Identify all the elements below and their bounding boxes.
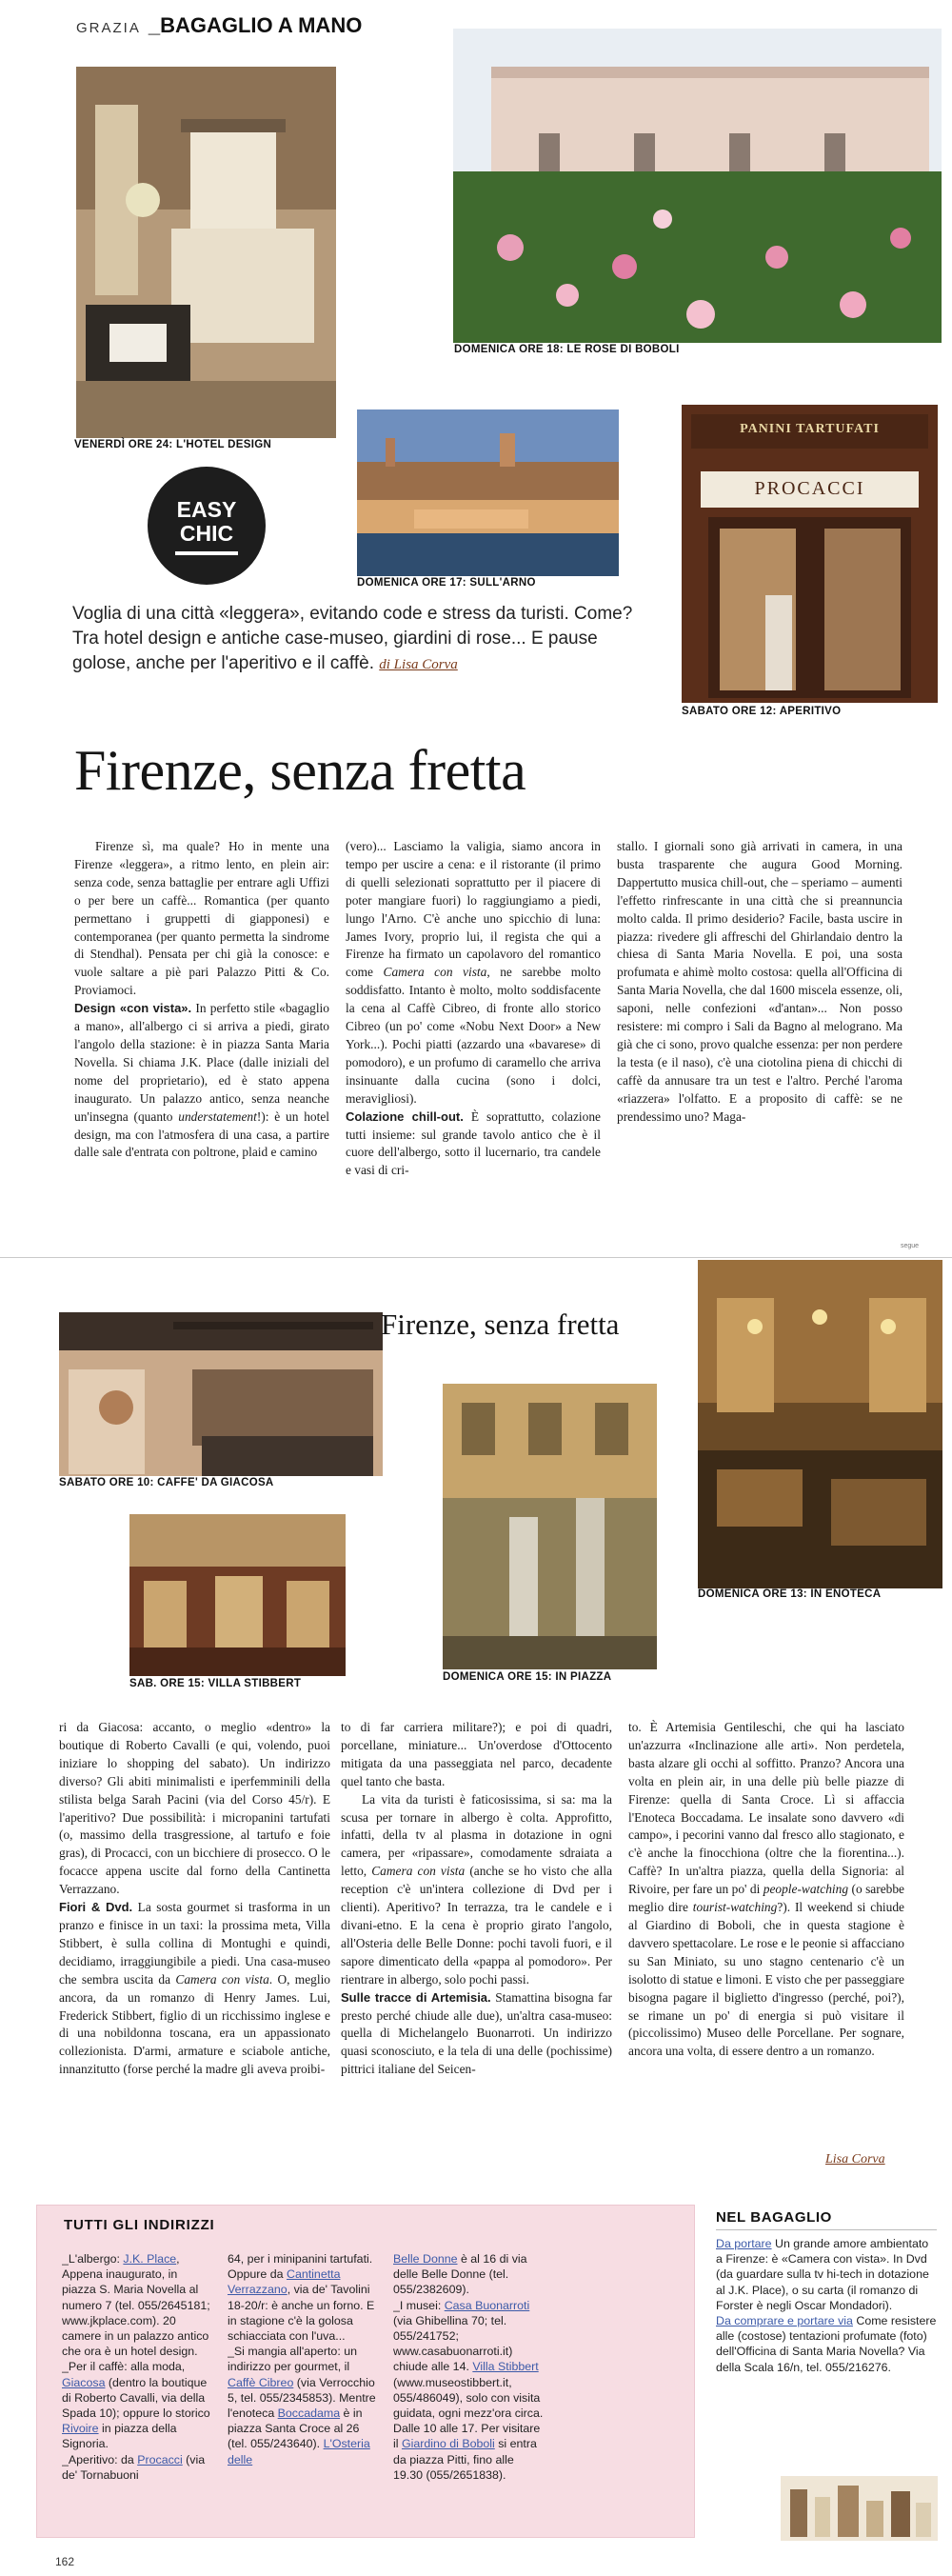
link-cantinetta[interactable]: Cantinetta Verrazzano (228, 2267, 341, 2297)
article2-col3 (628, 1719, 904, 2147)
badge-rule (175, 551, 238, 555)
article2-col2-p2: La vita da turisti è faticosissima, si sa: ma la scusa per tornare in albergo è colta. Approfitto, infatti, della tv al plasma in dotazione in ogni camera, per «ripassare», comodamente sdraiata a letto, Camera con vista (anche se ho visto che alla reception c'è un'intera collezione di Dvd per i clienti). Aperitivo? In terrazza, tra le candele e i divani-etno. E la cena è proprio girato l'angolo, all'Osteria delle Belle Donne: pochi tavoli fuori, e il sapore dimenticato della «pappa al pomodoro». Per rientrare in albergo, solo pochi passi. (341, 1791, 612, 1987)
link-boccadama[interactable]: Boccadama (277, 2406, 341, 2421)
photo-boboli-roses (453, 29, 942, 343)
standfirst (72, 602, 653, 677)
byline[interactable]: di Lisa Corva (379, 657, 458, 672)
link-caffe-cibreo[interactable]: Caffè Cibreo (228, 2375, 294, 2389)
page-separator (0, 1257, 952, 1258)
subhead-artemisia: Sulle tracce di Artemisia. (341, 1989, 491, 2005)
link-giacosa[interactable]: Giacosa (62, 2375, 106, 2389)
section-title: _BAGAGLIO A MANO (148, 13, 363, 37)
article2-col2 (341, 1719, 612, 2176)
subhead-design: Design «con vista». (74, 1001, 192, 1016)
link-da-portare[interactable]: Da portare (716, 2237, 772, 2250)
addresses-title: TUTTI GLI INDIRIZZI (64, 2217, 215, 2233)
link-jk-place[interactable]: J.K. Place (123, 2252, 177, 2266)
photo-procacci-caption: SABATO ORE 12: APERITIVO (682, 706, 842, 717)
article2-col1-p1: ri da Giacosa: accanto, o meglio «dentro» la boutique di Roberto Cavalli (e qui, volendo, puoi iniziare lo shopping del sabato). Un indirizzo diverso? Gli abiti minimalisti e iperfemminili della stilista belga Sarah Pacini (via del Corso 45/r). E l'aperitivo? Due possibilità: i micropanini tartufati (o, massimo della trasgressione, al tartufo e foie gras), di Procacci, con un bicchiere di prosecco. O le focacce appena uscite dal forno della Cantinetta Verrazzano. (59, 1720, 330, 1897)
photo-hotel-caption: VENERDÌ ORE 24: L'HOTEL DESIGN (74, 439, 272, 450)
link-belle-donne[interactable]: Belle Donne (393, 2252, 458, 2266)
badge-line-2: CHIC (179, 521, 234, 546)
badge-line-1: EASY (176, 497, 237, 522)
photo-arno-caption: DOMENICA ORE 17: SULL'ARNO (357, 577, 536, 589)
article-signature[interactable]: Lisa Corva (825, 2152, 885, 2167)
article2-col1-p2: Fiori & Dvd. La sosta gourmet si trasforma in un pranzo e finisce in un taxi: la prossima meta, Villa Stibbert, è sulla collina di Montughi e quindi, decidiamo, irraggiungibile a piedi. Una casa-museo che sembra uscita da Camera con vista. O, meglio ancora, da un romanzo di Henry James. Lui, Frederick Stibbert, figlio di un ricchissimo inglese e di una nobildonna toscana, era un appassionato collezionista. D'armi, armature e sciabole antiche, innanzitutto (forse perché la madre gli aveva proibi- (59, 1900, 330, 2077)
addresses-col-3: Belle Donne è al 16 di via delle Belle Donne (tel. 055/2382609). _I musei: Casa Buonarroti (via Ghibellina 70; tel. 055/241752; www.casabuonarroti.it) chiude alle 14. Villa Stibbert (www.museostibbert.it, 055/486049), solo con visita guidata, ogni mezz'ora circa. Dalle 10 alle 17. Per visitare il Giardino di Boboli si entra da piazza Pitti, fino alle 19.30 (055/2651838). (393, 2252, 544, 2482)
article1-col3-p1: stallo. I giornali sono già arrivati in camera, in una busta trasparente che augura Good Morning. Dappertutto musica chill-out, che – speriamo – aumenti l'effetto rinfrescante in una città che si preannuncia molto calda. Il primo desiderio? Facile, basta uscire in piazza: rivedere gli affreschi del Ghirlandaio dentro la chiesa di Santa Maria Novella. E poi, una sosta profumata e ahimè molto costosa: quella all'Officina di Santa Maria Novella, che dal 1600 miscela essenze, oli, saponi, nelle confezioni «d'antan»... Non posso resistere: mi compro i Sali da Bagno al melograno. Ma già che ci sono, provo qualche essenza: per non perdere la testa (e il naso), c'è una ciotolina piena di chicchi di caffè da annusare tra un test e l'altro. Perché l'aroma «riazzera» l'olfatto. E a proposito di caffè: se ne prendessimo uno? Maga- (617, 839, 902, 1124)
article2-col2-p3: Sulle tracce di Artemisia. Stamattina bisogna far presto perché chiude alle due), un'altra casa-museo: quella di Michelangelo Buonarroti. Un indirizzo quasi sconosciuto, e la tela di una delle (pochissime) pittrici italiane del Seicen- (341, 1989, 612, 2077)
link-rivoire[interactable]: Rivoire (62, 2422, 99, 2436)
photo-arno (357, 409, 619, 576)
headline: Firenze, senza fretta (74, 739, 526, 802)
link-giardino-boboli[interactable]: Giardino di Boboli (401, 2437, 495, 2451)
continue-mark: segue (901, 1243, 920, 1249)
photo-giacosa (59, 1312, 383, 1476)
photo-stibbert (129, 1514, 346, 1676)
article2-col2-p1: to di far carriera militare?); e poi di quadri, porcellane, miniature... Un'overdose d'Ottocento mitigata da una passeggiata nel parco, decadente quel tanto che basta. (341, 1720, 612, 1788)
photo-boboli-caption: DOMENICA ORE 18: LE ROSE DI BOBOLI (454, 344, 680, 355)
link-da-comprare[interactable]: Da comprare e portare via (716, 2314, 853, 2328)
addresses-col-2: 64, per i minipanini tartufati. Oppure da Cantinetta Verrazzano, via de' Tavolini 18-20/r: è anche un forno. E in stagione c'è la golosa schiacciata con l'uva... _Si mangia all'aperto: un indirizzo per gourmet, il Caffè Cibreo (via Verrocchio 5, tel. 055/2345853). Mentre l'enoteca Boccadama è in piazza Santa Croce al 26 (tel. 055/243640). L'Osteria delle (228, 2252, 376, 2466)
photo-piazza (443, 1384, 657, 1669)
photo-enoteca (698, 1260, 942, 1588)
photo-piazza-caption: DOMENICA ORE 15: IN PIAZZA (443, 1671, 612, 1683)
subhead-fiori: Fiori & Dvd. (59, 1900, 133, 1915)
page-number: 162 (55, 2555, 75, 2568)
masthead (76, 13, 362, 38)
photo-giacosa-caption: SABATO ORE 10: CAFFE' DA GIACOSA (59, 1477, 274, 1488)
photo-stibbert-caption: SAB. ORE 15: VILLA STIBBERT (129, 1678, 302, 1689)
procacci-shop-name: PROCACCI (754, 478, 865, 499)
article1-col3 (617, 838, 902, 1248)
addresses-box (36, 2205, 695, 2538)
photo-procacci (682, 405, 938, 703)
spread-headline: Firenze, senza fretta (381, 1308, 620, 1341)
article1-col1 (74, 838, 329, 1248)
article1-col2-p2: Colazione chill-out. È soprattutto, colazione tutti insieme: sul grande tavolo antico che è il cuore dell'albergo, sotto il lucernario, tra candele e vasi di cri- (346, 1108, 601, 1178)
photo-enoteca-caption: DOMENICA ORE 13: IN ENOTECA (698, 1588, 882, 1600)
article1-col2-p1: (vero)... Lasciamo la valigia, siamo ancora in tempo per uscire a cena: e il ristorante (il primo di quelli selezionati soprattutto per il piacere di poter mangiare fuori) lo raggiungiamo a piedi, lungo l'Arno. C'è anche uno spicchio di luna: James Ivory, proprio lui, il regista che qui a Firenze ha firmato un capolavoro del romantico come Camera con vista, ne sarebbe molto soddisfatto. Intanto è molto, molto soddisfacente la cena al Caffè Cibreo, di fronte allo storico Cibreo (un po' come «Nobu Next Door» a New York...). Pochi piatti (azzardo una «bavarese» di pomodoro), e un profumo di caramello che arriva insinuante dalla cucina (sono i dolci, meravigliosi). (346, 839, 601, 1106)
standfirst-text: Voglia di una città «leggera», evitando code e stress da turisti. Come? Tra hotel design e antiche case-museo, giardini di rose... E pause golose, anche per l'aperitivo e il caffè. (72, 604, 633, 673)
photo-hotel-design (76, 67, 336, 438)
article1-p1: Firenze sì, ma quale? Ho in mente una Firenze «leggera», a ritmo lento, en plein air: senza code, senza battaglie per entrare agli Uffizi o per bere un caffè... Romantica (per quanto permettano i gruppetti di giapponesi) e contemporanea (per quanto permetta la sindrome di Stendhal). Pensata per chi già la conosce: e vuole saltare a piè pari Palazzo Pitti & Co. Proviamoci. (74, 839, 329, 998)
link-osteria[interactable]: L'Osteria delle (228, 2437, 370, 2466)
subhead-chill: Colazione chill-out. (346, 1108, 464, 1124)
article2-col3-p1: to. È Artemisia Gentileschi, che qui ha lasciato un'azzurra «Inclinazione alle arti». Non perdetela, basta alzare gli occhi al soffitto. Pranzo? Ancora una volta en plein air, in una delle più belle piazze di Firenze: quella di Santa Croce. Lì si affaccia l'Enoteca Boccadama. Le insalate sono davvero «di campo», i pecorini vanno dal fresco allo stagionato, e c'è anche la finocchiona (oltre che la fiorentina...). Caffè? In un'altra piazza, quella della Signoria: al Rivoire, per fare un po' di people-watching (o sarebbe meglio dire tourist-watching?). Il weekend si chiude al Giardino di Boboli, che in questa stagione è davvero spettacolare. Le rose e le peonie si affacciano su San Miniato, su uno stagno centenario c'è un isolotto di statue e limoni. E visto che per passeggiare bisogna pagare il biglietto d'ingresso (perché, poi?), se rimane un po' di energia si può visitare il (piccolissimo) Museo delle Porcellane. Per sognare, ancora una volta, di essere dentro a un romanzo. (628, 1720, 904, 2059)
easy-chic-badge (148, 467, 266, 585)
article1-p2: Design «con vista». In perfetto stile «bagaglio a mano», all'albergo ci si arriva a piedi, girato l'angolo della stazione: è in piazza Santa Maria Novella. Si chiama J.K. Place (dalle iniziali del nome del proprietario), ed è stato appena inaugurato. Un palazzo antico, senza neanche un'insegna (quanto understatement!): è un hotel design, ma con l'atmosfera di una casa, a partire dalle sale d'entrata con poltrone, plaid e camino (74, 1001, 329, 1160)
magazine-brand: GRAZIA (76, 20, 141, 36)
addresses-col-1: _L'albergo: J.K. Place, Appena inaugurato, in piazza S. Maria Novella al numero 7 (tel. 055/2645181; www.jkplace.com). 20 camere in un palazzo antico che ora è un hotel design. _Per il caffè: alla moda, Giacosa (dentro la boutique di Roberto Cavalli, via della Spada 10); oppure lo storico Rivoire in piazza della Signoria. _Aperitivo: da Procacci (via de' Tornabuoni (62, 2252, 210, 2482)
link-casa-buonarroti[interactable]: Casa Buonarroti (444, 2298, 530, 2312)
bagaglio-text: Da portare Un grande amore ambientato a Firenze: è «Camera con vista». In Dvd (da guardare sulla tv hi-tech in dotazione al J.K. Place), o su carta (il romanzo di Forster è negli Oscar Mondadori). Da comprare e portare via Come resistere alle (costose) tentazioni profumate (foto) dell'Officina di Santa Maria Novella? Via della Scala 16/n, tel. 055/216276. (716, 2237, 937, 2374)
article2-col1 (59, 1719, 330, 2176)
bagaglio-title: NEL BAGAGLIO (716, 2209, 937, 2230)
procacci-sign: PANINI TARTUFATI (740, 422, 880, 436)
link-villa-stibbert[interactable]: Villa Stibbert (472, 2360, 539, 2374)
photo-officina-products (781, 2476, 938, 2541)
article1-col2 (346, 838, 601, 1248)
link-procacci[interactable]: Procacci (137, 2452, 183, 2466)
